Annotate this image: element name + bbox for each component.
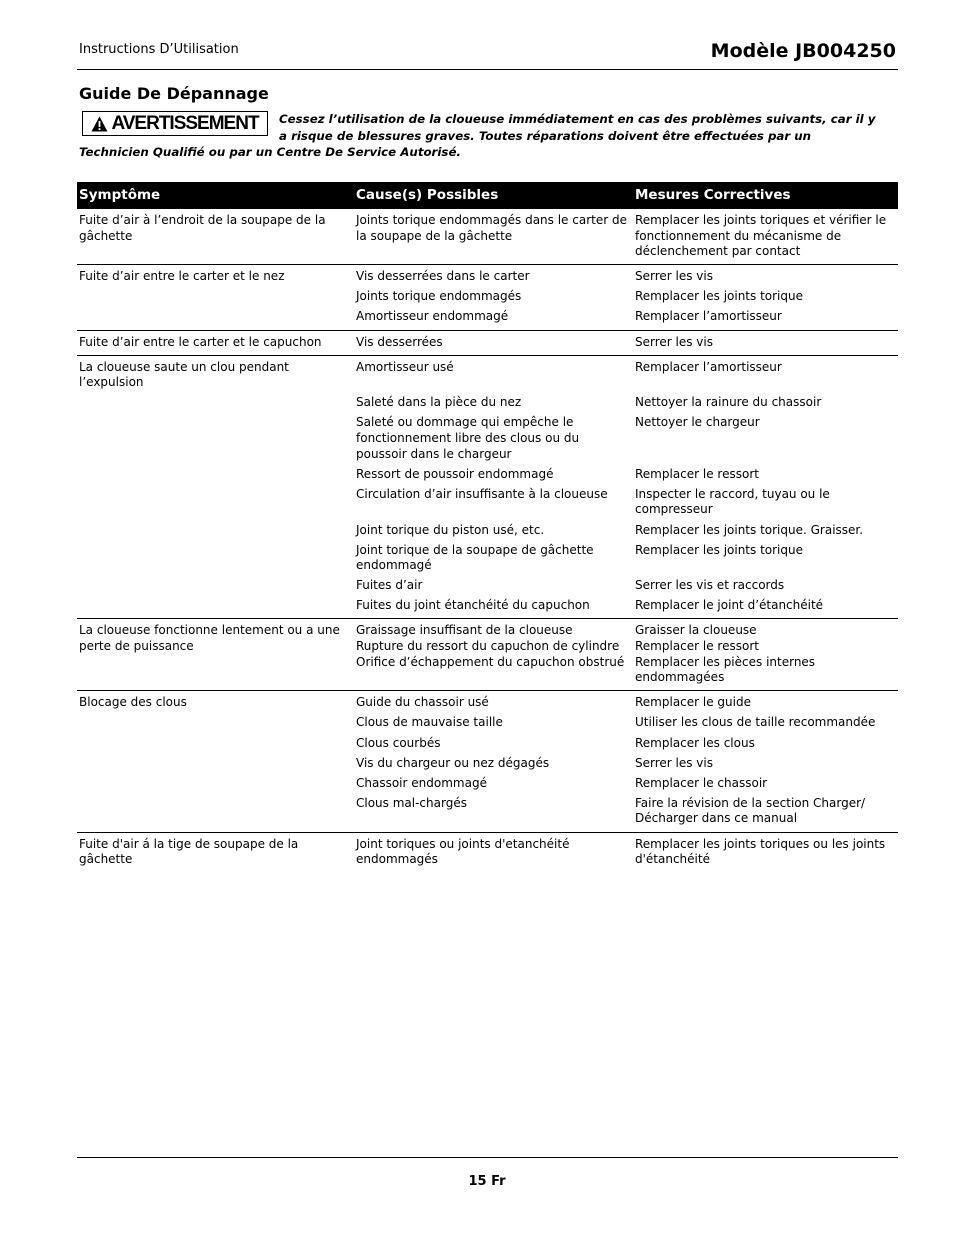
- column-header-causes: Cause(s) Possibles: [354, 182, 633, 209]
- corrective-measure-cell: Remplacer les joints toriques ou les joints d'étanchéité: [635, 836, 886, 867]
- symptom-cell: Fuite d’air à l’endroit de la soupape de la gâchette: [79, 213, 326, 243]
- corrective-measure-cell: Remplacer les joints torique. Graisser.: [635, 522, 864, 537]
- corrective-measure-cell: Remplacer l’amortisseur: [635, 359, 782, 374]
- warning-text: Cessez l’utilisation de la cloueuse immédiatement en cas des problèmes suivants, car il y a risque de blessures graves. Toutes réparations doivent être effectuées par un Technicien Qualifié ou par un Centre De Service Autorisé.: [79, 112, 876, 159]
- symptom-group: [77, 209, 898, 265]
- symptom-cell: [77, 289, 354, 309]
- corrective-measure-cell: Faire la révision de la section Charger/ Décharger dans ce manual: [635, 795, 866, 826]
- symptom-cell: Fuite d’air entre le carter et le capuchon: [79, 334, 322, 349]
- table-row: [77, 265, 898, 290]
- symptom-cell: La cloueuse saute un clou pendant l’expulsion: [79, 359, 289, 390]
- corrective-measure-cell: Inspecter le raccord, tuyau ou le compresseur: [635, 486, 830, 517]
- table-row: [77, 796, 898, 832]
- corrective-measure-cell: Remplacer le chassoir: [635, 775, 768, 790]
- cause-cell: Circulation d’air insuffisante à la cloueuse: [356, 486, 608, 501]
- cause-cell: Vis desserrées dans le carter: [356, 269, 530, 284]
- cause-cell: Fuites du joint étanchéité du capuchon: [356, 598, 590, 613]
- symptom-group: [77, 691, 898, 832]
- symptom-cell: Blocage des clous: [79, 695, 187, 710]
- cause-cell: Saleté dans la pièce du nez: [356, 395, 522, 410]
- table-row: [77, 832, 898, 872]
- symptom-cell: [77, 415, 354, 466]
- section-title: Guide De Dépannage: [79, 84, 269, 103]
- cause-cell: Vis du chargeur ou nez dégagés: [356, 755, 550, 770]
- page-number: 15 Fr: [468, 1174, 506, 1189]
- table-row: [77, 578, 898, 598]
- cause-cell: Amortisseur endommagé: [356, 309, 509, 324]
- cause-cell: Saleté ou dommage qui empêche le fonctionnement libre des clous ou du poussoir dans le chargeur: [356, 415, 580, 461]
- corrective-measure-cell: Remplacer les joints toriques et vérifier le fonctionnement du mécanisme de déclenchement par contact: [635, 213, 887, 259]
- table-header-row: [77, 182, 898, 209]
- troubleshooting-table: [77, 182, 898, 872]
- cause-cell: Joints torique endommagés dans le carter de la soupape de la gâchette: [356, 213, 627, 243]
- table-row: [77, 467, 898, 487]
- symptom-cell: La cloueuse fonctionne lentement ou a une perte de puissance: [79, 623, 340, 654]
- symptom-group: [77, 330, 898, 355]
- footer-rule: [77, 1157, 898, 1158]
- symptom-cell: [77, 776, 354, 796]
- symptom-cell: [77, 756, 354, 776]
- corrective-measure-cell: Nettoyer la rainure du chassoir: [635, 395, 822, 410]
- corrective-measure-cell: Remplacer le guide: [635, 695, 751, 710]
- table-row: [77, 715, 898, 735]
- table-row: [77, 736, 898, 756]
- corrective-measure-cell: Serrer les vis: [635, 755, 713, 770]
- table-row: [77, 756, 898, 776]
- symptom-cell: [77, 715, 354, 735]
- symptom-cell: [77, 395, 354, 415]
- table-row: [77, 415, 898, 466]
- cause-cell: Joint torique du piston usé, etc.: [356, 522, 545, 537]
- column-header-symptom: Symptôme: [77, 182, 354, 209]
- table-row: [77, 691, 898, 716]
- symptom-group: [77, 355, 898, 619]
- model-number: Modèle JB004250: [710, 40, 896, 62]
- corrective-measure-cell: Remplacer les joints torique: [635, 289, 803, 304]
- cause-cell: Clous courbés: [356, 735, 441, 750]
- symptom-cell: [77, 523, 354, 543]
- table-row: [77, 289, 898, 309]
- symptom-cell: Fuite d'air á la tige de soupape de la gâchette: [79, 836, 299, 867]
- corrective-measure-cell: Remplacer le ressort: [635, 466, 759, 481]
- warning-badge: [82, 111, 268, 136]
- table-row: [77, 619, 898, 691]
- column-header-corrective-measures: Mesures Correctives: [633, 182, 898, 209]
- cause-cell: Clous mal-chargés: [356, 795, 467, 810]
- corrective-measure-cell: Remplacer le joint d’étanchéité: [635, 598, 824, 613]
- cause-cell: Amortisseur usé: [356, 359, 454, 374]
- document-title: Instructions D’Utilisation: [79, 42, 239, 57]
- symptom-cell: [77, 543, 354, 579]
- cause-cell: Joint torique de la soupape de gâchette endommagé: [356, 542, 594, 573]
- corrective-measure-cell: Graisser la cloueuse Remplacer le ressort Remplacer les pièces internes endommagées: [635, 623, 816, 685]
- table-row: [77, 776, 898, 796]
- symptom-cell: [77, 467, 354, 487]
- symptom-cell: [77, 578, 354, 598]
- symptom-cell: [77, 598, 354, 619]
- table-row: [77, 355, 898, 395]
- cause-cell: Ressort de poussoir endommagé: [356, 466, 554, 481]
- table-row: [77, 330, 898, 355]
- cause-cell: Clous de mauvaise taille: [356, 715, 503, 730]
- table-row: [77, 395, 898, 415]
- symptom-cell: [77, 487, 354, 523]
- symptom-cell: Fuite d’air entre le carter et le nez: [79, 269, 285, 284]
- table-row: [77, 523, 898, 543]
- symptom-group: [77, 832, 898, 872]
- header-rule: [77, 69, 898, 70]
- corrective-measure-cell: Remplacer les joints torique: [635, 542, 803, 557]
- symptom-cell: [77, 796, 354, 832]
- cause-cell: Graissage insuffisant de la cloueuse Rupture du ressort du capuchon de cylindre Orifice d’échappement du capuchon obstrué: [356, 623, 625, 669]
- warning-badge-label: AVERTISSEMENT: [111, 112, 259, 134]
- cause-cell: Guide du chassoir usé: [356, 695, 489, 710]
- symptom-cell: [77, 309, 354, 330]
- table-row: [77, 598, 898, 619]
- table-row: [77, 487, 898, 523]
- symptom-group: [77, 619, 898, 691]
- corrective-measure-cell: Nettoyer le chargeur: [635, 415, 760, 430]
- corrective-measure-cell: Remplacer l’amortisseur: [635, 309, 782, 324]
- corrective-measure-cell: Remplacer les clous: [635, 735, 755, 750]
- corrective-measure-cell: Serrer les vis: [635, 269, 713, 284]
- symptom-group: [77, 265, 898, 330]
- symptom-cell: [77, 736, 354, 756]
- warning-triangle-icon: [91, 116, 108, 132]
- cause-cell: Chassoir endommagé: [356, 775, 487, 790]
- table-row: [77, 209, 898, 265]
- corrective-measure-cell: Serrer les vis: [635, 334, 713, 349]
- cause-cell: Joint toriques ou joints d'etanchéité endommagés: [356, 836, 570, 867]
- corrective-measure-cell: Utiliser les clous de taille recommandée: [635, 715, 876, 730]
- corrective-measure-cell: Serrer les vis et raccords: [635, 578, 785, 593]
- cause-cell: Fuites d’air: [356, 578, 423, 593]
- table-row: [77, 309, 898, 330]
- cause-cell: Joints torique endommagés: [356, 289, 522, 304]
- cause-cell: Vis desserrées: [356, 334, 443, 349]
- table-row: [77, 543, 898, 579]
